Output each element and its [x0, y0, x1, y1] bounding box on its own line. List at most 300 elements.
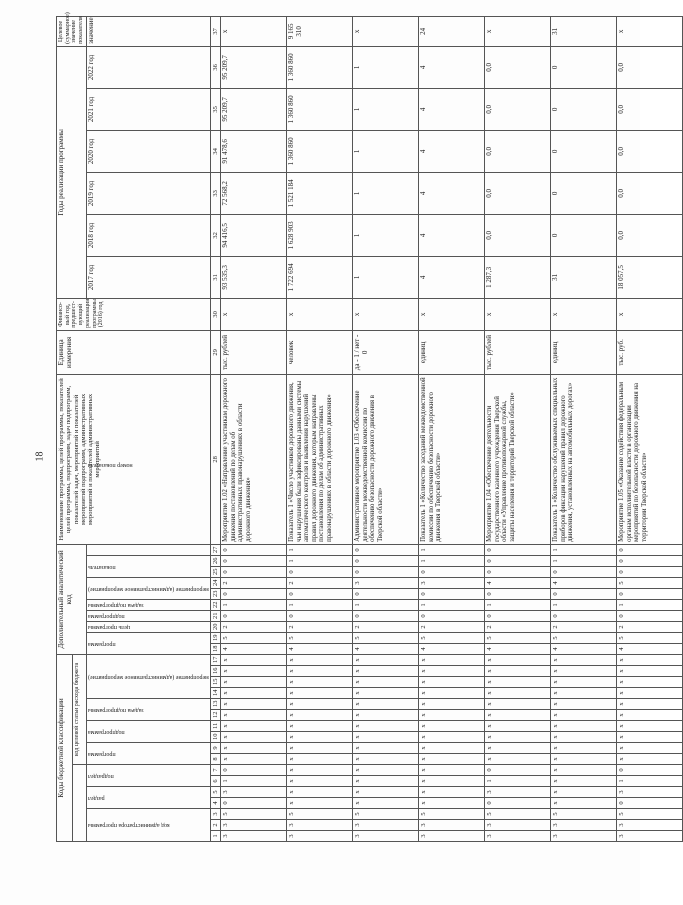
year-value: 1 722 694 — [287, 256, 353, 298]
code-cell: х — [221, 743, 287, 754]
code-cell: х — [485, 666, 551, 677]
column-index: 11 — [210, 721, 220, 732]
code-col-label-text: программа — [87, 750, 116, 757]
code-cell: 3 — [617, 787, 683, 798]
code-cell: х — [353, 787, 419, 798]
code-cell: 0 — [485, 588, 551, 599]
code-cell: 2 — [353, 621, 419, 632]
code-cell: х — [617, 666, 683, 677]
year-value: 4 — [419, 214, 485, 256]
code-cell: 0 — [617, 588, 683, 599]
code-cell: х — [353, 688, 419, 699]
year-value: 0,0 — [485, 46, 551, 88]
code-cell: 1 — [617, 776, 683, 787]
code-cell: х — [419, 688, 485, 699]
code-cell: х — [617, 699, 683, 710]
year-value: 1 287,3 — [485, 256, 551, 298]
target-header: Целевое (суммарное) значение показателя — [57, 16, 87, 46]
code-col-label — [86, 809, 210, 842]
row-base-year: х — [551, 298, 617, 330]
table-row — [221, 16, 287, 841]
code-cell: 4 — [419, 643, 485, 654]
year-value: 1 — [353, 172, 419, 214]
code-cell: 2 — [287, 577, 353, 588]
code-cell: х — [485, 710, 551, 721]
row-name: Мероприятие 1.02 «Направление участникам дорожного движения постановлений по делам об административных правонарушениях в области дорожного движения» — [221, 374, 287, 544]
code-cell: 5 — [485, 809, 551, 820]
code-col-label-text: задача подпрограммы — [87, 706, 144, 713]
code-cell: 1 — [485, 599, 551, 610]
code-cell: 5 — [221, 632, 287, 643]
year-value: 4 — [419, 172, 485, 214]
code-cell: 0 — [419, 610, 485, 621]
row-name: Мероприятие 1.04 «Обеспечение деятельности государственного казенного учреждения Тверской области «Управление противопожарной службы, защиты населения и территорий Тверской области» — [485, 374, 551, 544]
column-index: 35 — [210, 88, 220, 130]
row-base-year: х — [485, 298, 551, 330]
year-label: 2019 год — [86, 172, 210, 214]
code-cell: х — [287, 776, 353, 787]
code-col-label — [86, 787, 210, 809]
column-index: 10 — [210, 732, 220, 743]
code-cell: х — [551, 765, 617, 776]
code-cell: х — [221, 666, 287, 677]
code-cell: 5 — [287, 632, 353, 643]
year-value: 0,0 — [617, 172, 683, 214]
year-value: 91 478,6 — [221, 130, 287, 172]
year-value: 0,0 — [485, 130, 551, 172]
code-cell: х — [419, 743, 485, 754]
name-header: Наименование программы, целей программы, показателей целей программы, подпрограмм, задач подпрограмм, показателей задач, мероприятий и показателей мероприятий подпрограмм, административных мероприятий и показателей административных мероприятий — [57, 374, 211, 544]
year-value: 0,0 — [617, 88, 683, 130]
column-index: 17 — [210, 654, 220, 665]
code-cell: 5 — [551, 632, 617, 643]
code-cell: 1 — [419, 544, 485, 555]
code-cell: х — [551, 732, 617, 743]
code-cell: х — [551, 710, 617, 721]
code-cell: х — [485, 754, 551, 765]
column-index: 28 — [210, 374, 220, 544]
code-col-label-text: подраздел — [87, 772, 114, 779]
year-value: 93 535,3 — [221, 256, 287, 298]
code-col-label-text: мероприятие (административное мероприятие) — [87, 585, 209, 592]
year-value: 18 057,5 — [617, 256, 683, 298]
code-cell: х — [353, 732, 419, 743]
code-cell: 3 — [551, 820, 617, 831]
code-col-label — [86, 610, 210, 621]
year-value: 0,0 — [617, 46, 683, 88]
row-unit: единиц — [419, 330, 485, 374]
code-cell: х — [353, 754, 419, 765]
code-cell: 5 — [485, 632, 551, 643]
row-unit: тыс. рублей — [485, 330, 551, 374]
code-col-label — [86, 374, 210, 555]
code-cell: х — [287, 710, 353, 721]
code-cell: 0 — [221, 798, 287, 809]
code-cell: 0 — [419, 566, 485, 577]
code-cell: 1 — [551, 544, 617, 555]
code-col-label — [86, 577, 210, 599]
code-cell: х — [485, 699, 551, 710]
code-cell: 1 — [551, 599, 617, 610]
code-cell: х — [419, 787, 485, 798]
code-cell: 0 — [485, 555, 551, 566]
row-target: х — [617, 16, 683, 46]
code-cell: х — [419, 654, 485, 665]
code-cell: х — [551, 688, 617, 699]
code-cell: х — [551, 798, 617, 809]
column-index-row — [210, 16, 220, 841]
code-cell: 4 — [485, 577, 551, 588]
code-cell: х — [617, 721, 683, 732]
code-cell: х — [551, 787, 617, 798]
row-target: 24 — [419, 16, 485, 46]
code-cell: х — [617, 754, 683, 765]
code-cell: 4 — [617, 643, 683, 654]
code-cell: х — [419, 710, 485, 721]
row-name: Мероприятие 1.05 «Оказание содействия федеральным органам исполнительной власти в организации мероприятий по безопасности дорожного движения на территории Тверской области» — [617, 374, 683, 544]
extra-code-header: Дополнительный аналитический код — [57, 544, 87, 654]
code-cell: 0 — [287, 610, 353, 621]
code-cell: 5 — [353, 809, 419, 820]
column-index: 4 — [210, 798, 220, 809]
code-col-label-text: подпрограмма — [87, 612, 125, 619]
code-cell: 3 — [617, 831, 683, 842]
row-unit: единиц — [551, 330, 617, 374]
code-cell: 5 — [551, 809, 617, 820]
code-cell: х — [287, 677, 353, 688]
code-cell: 3 — [287, 831, 353, 842]
code-cell: 3 — [221, 831, 287, 842]
code-cell: х — [287, 721, 353, 732]
code-col-label — [86, 699, 210, 721]
year-label: 2020 год — [86, 130, 210, 172]
row-target: х — [353, 16, 419, 46]
code-col-label — [86, 555, 210, 577]
year-value: 4 — [419, 46, 485, 88]
year-value: 95 209,7 — [221, 88, 287, 130]
code-cell: х — [287, 688, 353, 699]
code-cell: х — [485, 721, 551, 732]
column-index: 25 — [210, 566, 220, 577]
row-name: Показатель 1 «Количество заседаний межведомственной комиссии по обеспечению безопасности дорожного движения в Тверской области» — [419, 374, 485, 544]
column-index: 7 — [210, 765, 220, 776]
code-cell: 3 — [485, 831, 551, 842]
column-index: 2 — [210, 820, 220, 831]
code-cell: х — [551, 677, 617, 688]
code-cell: х — [551, 699, 617, 710]
row-target: 31 — [551, 16, 617, 46]
column-index: 13 — [210, 699, 220, 710]
code-cell: х — [353, 721, 419, 732]
code-col-label-text: показатель — [87, 563, 116, 570]
code-cell: 5 — [617, 809, 683, 820]
column-index: 23 — [210, 588, 220, 599]
column-index: 30 — [210, 298, 220, 330]
code-cell: х — [617, 710, 683, 721]
table-row — [551, 16, 617, 841]
table-row — [485, 16, 551, 841]
year-value: 1 — [353, 88, 419, 130]
code-cell: х — [221, 754, 287, 765]
year-value: 1 360 860 — [287, 46, 353, 88]
table-row — [617, 16, 683, 841]
years-header: Годы реализации программы — [57, 46, 87, 298]
code-cell: 2 — [485, 621, 551, 632]
column-index: 24 — [210, 577, 220, 588]
year-value: 1 628 903 — [287, 214, 353, 256]
program-table — [56, 12, 683, 842]
code-cell: 0 — [353, 555, 419, 566]
code-col-label — [86, 765, 210, 787]
code-cell: 5 — [221, 809, 287, 820]
code-cell: 5 — [419, 809, 485, 820]
code-cell: х — [551, 666, 617, 677]
column-index: 8 — [210, 754, 220, 765]
code-cell: 4 — [287, 643, 353, 654]
code-col-label-text: код администратора программы — [87, 822, 170, 829]
column-index: 19 — [210, 632, 220, 643]
code-cell: х — [419, 699, 485, 710]
kbk-subheader: код целевой статьи расхода бюджета — [72, 654, 86, 764]
code-cell: 3 — [551, 831, 617, 842]
column-index: 6 — [210, 776, 220, 787]
code-cell: 0 — [485, 798, 551, 809]
code-col-label-text: подпрограмма — [87, 728, 125, 735]
code-cell: х — [551, 754, 617, 765]
year-value: 1 — [353, 214, 419, 256]
row-base-year: х — [617, 298, 683, 330]
year-value: 1 — [353, 256, 419, 298]
table-row — [419, 16, 485, 841]
column-index: 22 — [210, 599, 220, 610]
code-cell: 0 — [617, 566, 683, 577]
code-cell: х — [551, 776, 617, 787]
unit-header: Единица измерения — [57, 330, 211, 374]
target-value-label: значение — [86, 16, 210, 46]
code-cell: х — [485, 654, 551, 665]
code-cell: 0 — [485, 544, 551, 555]
code-cell: х — [485, 677, 551, 688]
code-cell: х — [617, 677, 683, 688]
financial-year-header: Финансо-вый год, предшест-вующий реализации программы (2016) год — [57, 298, 211, 330]
code-cell: 5 — [353, 632, 419, 643]
code-col-label-text: программа — [87, 640, 116, 647]
kbk-header: Коды бюджетной классификации — [57, 654, 73, 841]
code-cell: 3 — [485, 820, 551, 831]
year-value: 31 — [551, 256, 617, 298]
code-col-label — [86, 654, 210, 698]
row-name: Показатель 1 «Количество обслуживаемых специальных приборов фиксации нарушений правил дорожного движения, установленных на автомобильных дорогах» — [551, 374, 617, 544]
row-unit: тыс. руб. — [617, 330, 683, 374]
code-cell: х — [419, 776, 485, 787]
year-value: 0 — [551, 46, 617, 88]
code-cell: х — [353, 765, 419, 776]
code-cell: 0 — [221, 610, 287, 621]
column-index: 32 — [210, 214, 220, 256]
column-index: 33 — [210, 172, 220, 214]
code-cell: 0 — [485, 566, 551, 577]
code-cell: 1 — [287, 555, 353, 566]
row-base-year: х — [419, 298, 485, 330]
code-col-label — [86, 721, 210, 743]
year-value: 0,0 — [485, 172, 551, 214]
code-cell: 5 — [287, 809, 353, 820]
code-cell: х — [287, 754, 353, 765]
code-cell: 0 — [551, 566, 617, 577]
column-index: 31 — [210, 256, 220, 298]
code-cell: х — [485, 743, 551, 754]
year-value: 0 — [551, 172, 617, 214]
code-cell: 3 — [419, 577, 485, 588]
table-container — [56, 12, 648, 842]
code-cell: 0 — [419, 588, 485, 599]
code-cell: 3 — [221, 820, 287, 831]
year-label: 2022 год — [86, 46, 210, 88]
row-unit: да - 1 / нет - 0 — [353, 330, 419, 374]
code-cell: 1 — [551, 555, 617, 566]
column-index: 26 — [210, 555, 220, 566]
code-cell: 3 — [221, 787, 287, 798]
page-number: 18 — [34, 451, 46, 462]
code-cell: 0 — [551, 610, 617, 621]
column-index: 37 — [210, 16, 220, 46]
code-cell: 0 — [617, 555, 683, 566]
code-cell: 2 — [419, 621, 485, 632]
code-cell: х — [353, 654, 419, 665]
table-row — [353, 16, 419, 841]
code-cell: х — [617, 743, 683, 754]
column-index: 9 — [210, 743, 220, 754]
code-cell: 1 — [353, 599, 419, 610]
code-cell: 4 — [551, 577, 617, 588]
code-cell: х — [419, 798, 485, 809]
code-cell: х — [221, 688, 287, 699]
code-cell: х — [353, 743, 419, 754]
year-value: 4 — [419, 130, 485, 172]
row-unit: тыс. рублей — [221, 330, 287, 374]
code-cell: 0 — [221, 544, 287, 555]
year-label: 2017 год — [86, 256, 210, 298]
row-name: Административное мероприятие 1.03 «Обеспечение деятельности межведомственной комиссии по обеспечению безопасности дорожного движения в Тверской области» — [353, 374, 419, 544]
code-col-label-text: мероприятие (административное мероприятие) — [87, 673, 209, 680]
code-cell: 0 — [485, 610, 551, 621]
row-base-year: х — [221, 298, 287, 330]
code-cell: х — [221, 677, 287, 688]
code-cell: х — [221, 721, 287, 732]
code-cell: 1 — [221, 599, 287, 610]
code-cell: 0 — [617, 798, 683, 809]
code-cell: х — [485, 688, 551, 699]
code-cell: 0 — [617, 544, 683, 555]
code-cell: х — [551, 721, 617, 732]
column-index: 21 — [210, 610, 220, 621]
code-cell: 0 — [287, 566, 353, 577]
year-value: 0 — [551, 88, 617, 130]
column-index: 20 — [210, 621, 220, 632]
code-cell: 0 — [353, 588, 419, 599]
code-col-label — [86, 621, 210, 632]
row-target: х — [221, 16, 287, 46]
code-cell: 0 — [287, 588, 353, 599]
code-cell: 5 — [617, 577, 683, 588]
code-cell: х — [287, 765, 353, 776]
code-cell: 3 — [485, 787, 551, 798]
code-cell: 0 — [221, 566, 287, 577]
year-value: 1 521 184 — [287, 172, 353, 214]
code-cell: х — [419, 765, 485, 776]
code-cell: 1 — [419, 555, 485, 566]
year-value: 1 — [353, 46, 419, 88]
code-cell: х — [353, 798, 419, 809]
row-base-year: х — [353, 298, 419, 330]
code-cell: 3 — [353, 577, 419, 588]
year-value: 4 — [419, 88, 485, 130]
code-cell: х — [287, 666, 353, 677]
code-col-label-text: номер показателя — [87, 462, 133, 469]
code-col-label — [86, 599, 210, 610]
row-base-year: х — [287, 298, 353, 330]
code-cell: х — [419, 666, 485, 677]
code-cell: х — [617, 654, 683, 665]
code-cell: 1 — [221, 776, 287, 787]
year-value: 0,0 — [485, 214, 551, 256]
code-cell: х — [221, 699, 287, 710]
row-unit: человек — [287, 330, 353, 374]
code-cell: х — [419, 754, 485, 765]
code-cell: х — [353, 699, 419, 710]
year-value: 1 — [353, 130, 419, 172]
code-cell: 0 — [485, 765, 551, 776]
code-cell: х — [287, 732, 353, 743]
code-cell: х — [287, 798, 353, 809]
year-value: 4 — [419, 256, 485, 298]
column-index: 3 — [210, 809, 220, 820]
code-cell: х — [617, 732, 683, 743]
year-value: 0 — [551, 130, 617, 172]
code-cell: 4 — [485, 643, 551, 654]
code-cell: 0 — [617, 610, 683, 621]
year-value: 1 360 860 — [287, 88, 353, 130]
row-target: 9 165 310 — [287, 16, 353, 46]
code-cell: 4 — [551, 643, 617, 654]
column-index: 14 — [210, 688, 220, 699]
code-cell: х — [353, 710, 419, 721]
code-cell: 3 — [617, 820, 683, 831]
code-cell: х — [419, 677, 485, 688]
code-col-label-text: раздел — [87, 794, 105, 801]
code-cell: 2 — [617, 621, 683, 632]
code-cell: 3 — [353, 820, 419, 831]
code-cell: 2 — [551, 621, 617, 632]
column-index: 27 — [210, 544, 220, 555]
code-cell: 0 — [221, 765, 287, 776]
year-label: 2021 год — [86, 88, 210, 130]
code-cell: 2 — [221, 577, 287, 588]
code-col-label — [86, 632, 210, 654]
year-value: 0,0 — [617, 214, 683, 256]
code-cell: 1 — [287, 599, 353, 610]
code-col-label — [86, 743, 210, 765]
column-index: 18 — [210, 643, 220, 654]
code-cell: х — [221, 710, 287, 721]
code-col-label-text: цель программы — [87, 623, 130, 630]
code-cell: 1 — [287, 544, 353, 555]
year-value: 0,0 — [485, 88, 551, 130]
code-cell: 3 — [287, 820, 353, 831]
code-cell: 2 — [287, 621, 353, 632]
code-cell: 0 — [221, 588, 287, 599]
code-cell: 3 — [353, 831, 419, 842]
